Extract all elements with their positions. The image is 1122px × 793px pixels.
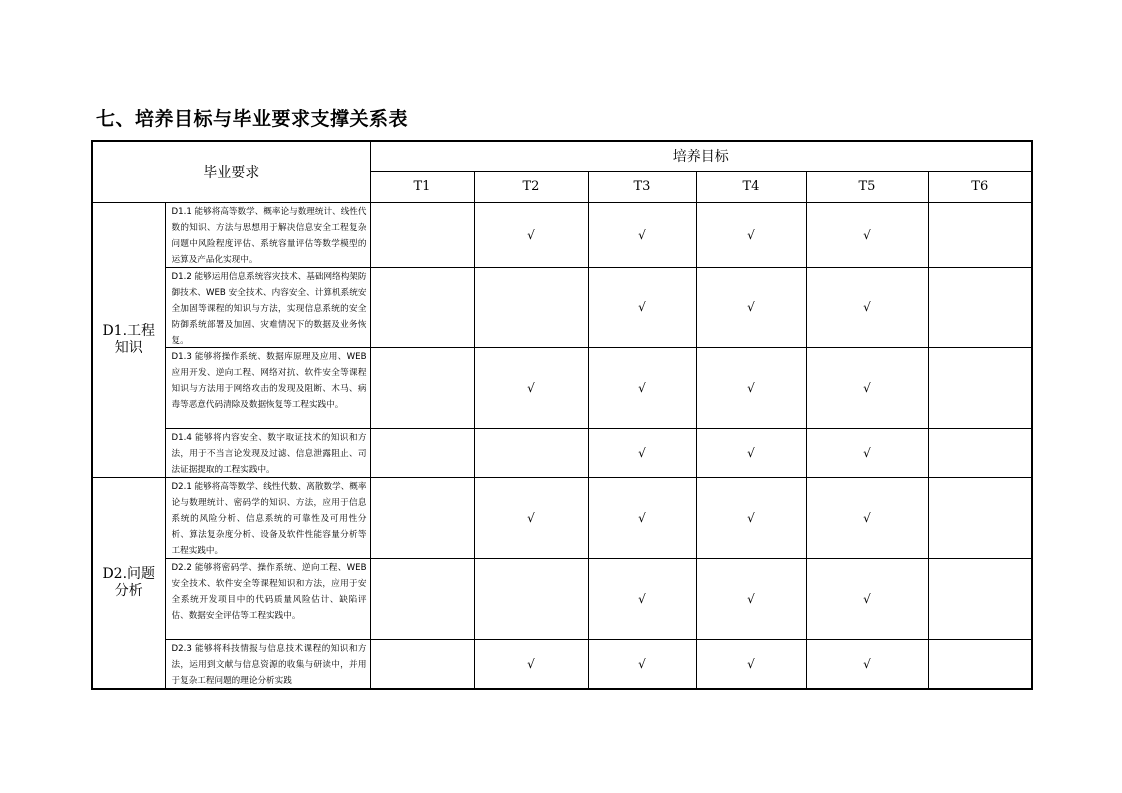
requirement-description: D2.3 能够将科技情报与信息技术课程的知识和方法，运用到文献与信息资源的收集与研读中，并用于复杂工程问题的理论分析实践 (171, 643, 367, 686)
check-mark: √ (638, 510, 646, 525)
support-cell (928, 639, 1032, 689)
check-mark: √ (863, 445, 871, 460)
support-cell (370, 202, 474, 267)
support-cell (928, 428, 1032, 477)
check-mark: √ (638, 591, 646, 606)
support-cell (588, 347, 696, 428)
check-mark: √ (747, 445, 755, 460)
check-mark: √ (863, 300, 871, 314)
support-cell (696, 202, 806, 267)
goals-header: 培养目标 (370, 141, 1032, 171)
check-mark: √ (863, 510, 871, 525)
support-cell (370, 639, 474, 689)
support-cell (370, 347, 474, 428)
check-mark: √ (747, 656, 755, 671)
check-mark: √ (747, 591, 755, 606)
check-mark: √ (863, 380, 871, 395)
support-cell (370, 267, 474, 347)
requirement-group-cell (92, 477, 165, 689)
support-cell (928, 202, 1032, 267)
target-header: T3 (588, 171, 696, 202)
check-mark: √ (863, 656, 871, 671)
support-cell (928, 267, 1032, 347)
group-label-line: D2.问题 (102, 565, 156, 582)
support-cell (696, 558, 806, 639)
table-row (92, 558, 1032, 639)
group-label-line: 分析 (114, 582, 143, 599)
table-row (92, 477, 1032, 558)
support-cell (696, 347, 806, 428)
support-cell (806, 428, 928, 477)
table-row (92, 202, 1032, 267)
target-header: T6 (928, 171, 1032, 202)
target-header: T4 (696, 171, 806, 202)
support-cell (474, 428, 588, 477)
table-row (92, 267, 1032, 347)
target-header: T2 (474, 171, 588, 202)
requirement-description-cell (165, 477, 370, 558)
check-mark: √ (638, 656, 646, 671)
group-label-line: D1.工程 (102, 322, 156, 339)
requirement-description: D1.3 能够将操作系统、数据库原理及应用、WEB 应用开发、逆向工程、网络对抗、软件安全等课程知识与方法用于网络攻击的发现及阻断、木马、病毒等恶意代码清除及数据恢复等工程实践中。 (171, 351, 367, 411)
requirement-header: 毕业要求 (92, 141, 370, 202)
support-cell (806, 639, 928, 689)
support-cell (474, 477, 588, 558)
support-cell (928, 477, 1032, 558)
support-cell (474, 202, 588, 267)
support-cell (474, 347, 588, 428)
support-cell (588, 428, 696, 477)
group-label-line: 知识 (114, 339, 143, 356)
support-cell (696, 477, 806, 558)
support-cell (928, 558, 1032, 639)
check-mark: √ (747, 380, 755, 395)
table-row (92, 428, 1032, 477)
check-mark: √ (747, 510, 755, 525)
support-cell (370, 428, 474, 477)
requirement-description-cell (165, 267, 370, 347)
check-mark: √ (527, 510, 535, 525)
check-mark: √ (527, 227, 535, 242)
requirement-description-cell (165, 202, 370, 267)
requirement-description: D1.2 能够运用信息系统容灾技术、基础网络构架防御技术、WEB 安全技术、内容安全、计算机系统安全加固等课程的知识与方法，实现信息系统的安全防御系统部署及加固、灾难情况下的数据及业务恢复。 (171, 271, 367, 347)
table-row (92, 639, 1032, 689)
support-cell (928, 347, 1032, 428)
target-header: T1 (370, 171, 474, 202)
support-cell (696, 428, 806, 477)
support-cell (370, 477, 474, 558)
support-cell (696, 639, 806, 689)
support-cell (588, 558, 696, 639)
page-title: 七、培养目标与毕业要求支撑关系表 (96, 108, 409, 130)
support-table (91, 140, 1033, 690)
check-mark: √ (747, 300, 755, 314)
support-cell (588, 202, 696, 267)
support-cell (588, 267, 696, 347)
requirement-description-cell (165, 639, 370, 689)
support-cell (806, 477, 928, 558)
requirement-description: D1.1 能够将高等数学、概率论与数理统计、线性代数的知识、方法与思想用于解决信息安全工程复杂问题中风险程度评估、系统容量评估等数学模型的运算及产品化实现中。 (171, 206, 367, 266)
check-mark: √ (638, 380, 646, 395)
support-cell (370, 558, 474, 639)
check-mark: √ (863, 227, 871, 242)
target-header: T5 (806, 171, 928, 202)
support-cell (588, 639, 696, 689)
table-row (92, 347, 1032, 428)
check-mark: √ (747, 227, 755, 242)
check-mark: √ (638, 445, 646, 460)
check-mark: √ (638, 227, 646, 242)
support-cell (474, 558, 588, 639)
support-cell (588, 477, 696, 558)
support-cell (474, 639, 588, 689)
support-cell (806, 267, 928, 347)
requirement-description: D1.4 能够将内容安全、数字取证技术的知识和方法，用于不当言论发现及过滤、信息泄露阻止、司法证据提取的工程实践中。 (171, 432, 367, 475)
requirement-description: D2.1 能够将高等数学、线性代数、离散数学、概率论与数理统计、密码学的知识、方法，应用于信息系统的风险分析、信息系统的可靠性及可用性分析、算法复杂度分析、设备及软件性能容量分析等工程实践中。 (171, 481, 367, 557)
requirement-description: D2.2 能够将密码学、操作系统、逆向工程、WEB 安全技术、软件安全等课程知识和方法，应用于安全系统开发项目中的代码质量风险估计、缺陷评估、数据安全评估等工程实践中。 (171, 562, 367, 622)
requirement-group-cell (92, 202, 165, 477)
requirement-description-cell (165, 428, 370, 477)
support-cell (806, 558, 928, 639)
support-cell (806, 202, 928, 267)
support-cell (696, 267, 806, 347)
requirement-description-cell (165, 347, 370, 428)
check-mark: √ (527, 380, 535, 395)
support-cell (474, 267, 588, 347)
support-cell (806, 347, 928, 428)
check-mark: √ (527, 656, 535, 671)
requirement-description-cell (165, 558, 370, 639)
check-mark: √ (863, 591, 871, 606)
check-mark: √ (638, 300, 646, 314)
